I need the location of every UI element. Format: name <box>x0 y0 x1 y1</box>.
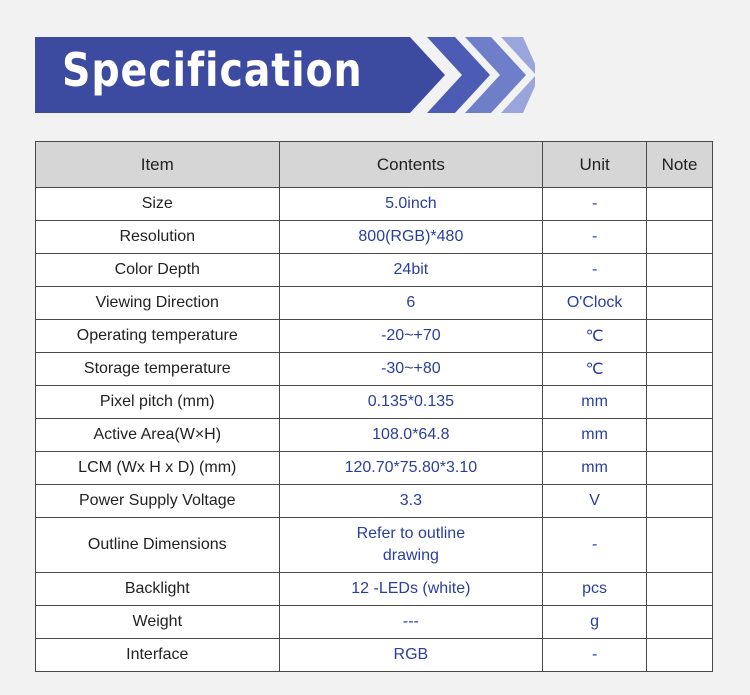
row-item: Color Depth <box>36 254 280 287</box>
table-row <box>36 573 713 606</box>
row-note <box>647 320 713 353</box>
page-title: Specification <box>62 43 363 97</box>
row-contents: -20~+70 <box>279 320 543 353</box>
table-row <box>36 639 713 672</box>
row-note <box>647 254 713 287</box>
row-unit: mm <box>543 419 647 452</box>
row-unit: mm <box>543 386 647 419</box>
row-contents: 24bit <box>279 254 543 287</box>
row-note <box>647 639 713 672</box>
table-row <box>36 419 713 452</box>
table-row <box>36 287 713 320</box>
row-unit: pcs <box>543 573 647 606</box>
column-header-note: Note <box>647 142 713 188</box>
row-unit: - <box>543 254 647 287</box>
row-item: Active Area(W×H) <box>36 419 280 452</box>
row-item: Weight <box>36 606 280 639</box>
row-contents: 108.0*64.8 <box>279 419 543 452</box>
row-item: Storage temperature <box>36 353 280 386</box>
row-unit: - <box>543 221 647 254</box>
row-contents-text: Refer to outline drawing <box>356 525 466 564</box>
row-contents: RGB <box>279 639 543 672</box>
table-row <box>36 386 713 419</box>
row-contents: 120.70*75.80*3.10 <box>279 452 543 485</box>
table-row <box>36 254 713 287</box>
row-contents: 800(RGB)*480 <box>279 221 543 254</box>
row-unit: mm <box>543 452 647 485</box>
row-contents: 6 <box>279 287 543 320</box>
table-row <box>36 606 713 639</box>
table-row <box>36 221 713 254</box>
table-row <box>36 353 713 386</box>
specification-table <box>35 141 713 672</box>
row-note <box>647 287 713 320</box>
row-unit: - <box>543 188 647 221</box>
specification-banner <box>35 37 535 113</box>
row-unit: - <box>543 518 647 573</box>
row-contents: 5.0inch <box>279 188 543 221</box>
row-unit: - <box>543 639 647 672</box>
row-contents: --- <box>279 606 543 639</box>
row-unit: O'Clock <box>543 287 647 320</box>
row-note <box>647 188 713 221</box>
row-unit: ℃ <box>543 320 647 353</box>
column-header-contents: Contents <box>279 142 543 188</box>
table-row <box>36 320 713 353</box>
row-note <box>647 353 713 386</box>
row-note <box>647 573 713 606</box>
row-item: Pixel pitch (mm) <box>36 386 280 419</box>
row-contents <box>279 518 543 573</box>
row-unit: g <box>543 606 647 639</box>
row-item: Power Supply Voltage <box>36 485 280 518</box>
row-note <box>647 221 713 254</box>
table-row <box>36 188 713 221</box>
row-item: Operating temperature <box>36 320 280 353</box>
row-item: LCM (Wx H x D) (mm) <box>36 452 280 485</box>
row-unit: ℃ <box>543 353 647 386</box>
row-note <box>647 419 713 452</box>
row-item: Outline Dimensions <box>36 518 280 573</box>
row-note <box>647 606 713 639</box>
row-contents: 12 -LEDs (white) <box>279 573 543 606</box>
row-contents: 0.135*0.135 <box>279 386 543 419</box>
table-row <box>36 452 713 485</box>
row-item: Interface <box>36 639 280 672</box>
table-header-row <box>36 142 713 188</box>
row-unit: V <box>543 485 647 518</box>
row-note <box>647 485 713 518</box>
row-note <box>647 452 713 485</box>
row-item: Size <box>36 188 280 221</box>
row-contents: -30~+80 <box>279 353 543 386</box>
column-header-unit: Unit <box>543 142 647 188</box>
row-contents: 3.3 <box>279 485 543 518</box>
row-note <box>647 518 713 573</box>
row-item: Resolution <box>36 221 280 254</box>
column-header-item: Item <box>36 142 280 188</box>
row-note <box>647 386 713 419</box>
row-item: Backlight <box>36 573 280 606</box>
table-row <box>36 518 713 573</box>
table-row <box>36 485 713 518</box>
row-item: Viewing Direction <box>36 287 280 320</box>
